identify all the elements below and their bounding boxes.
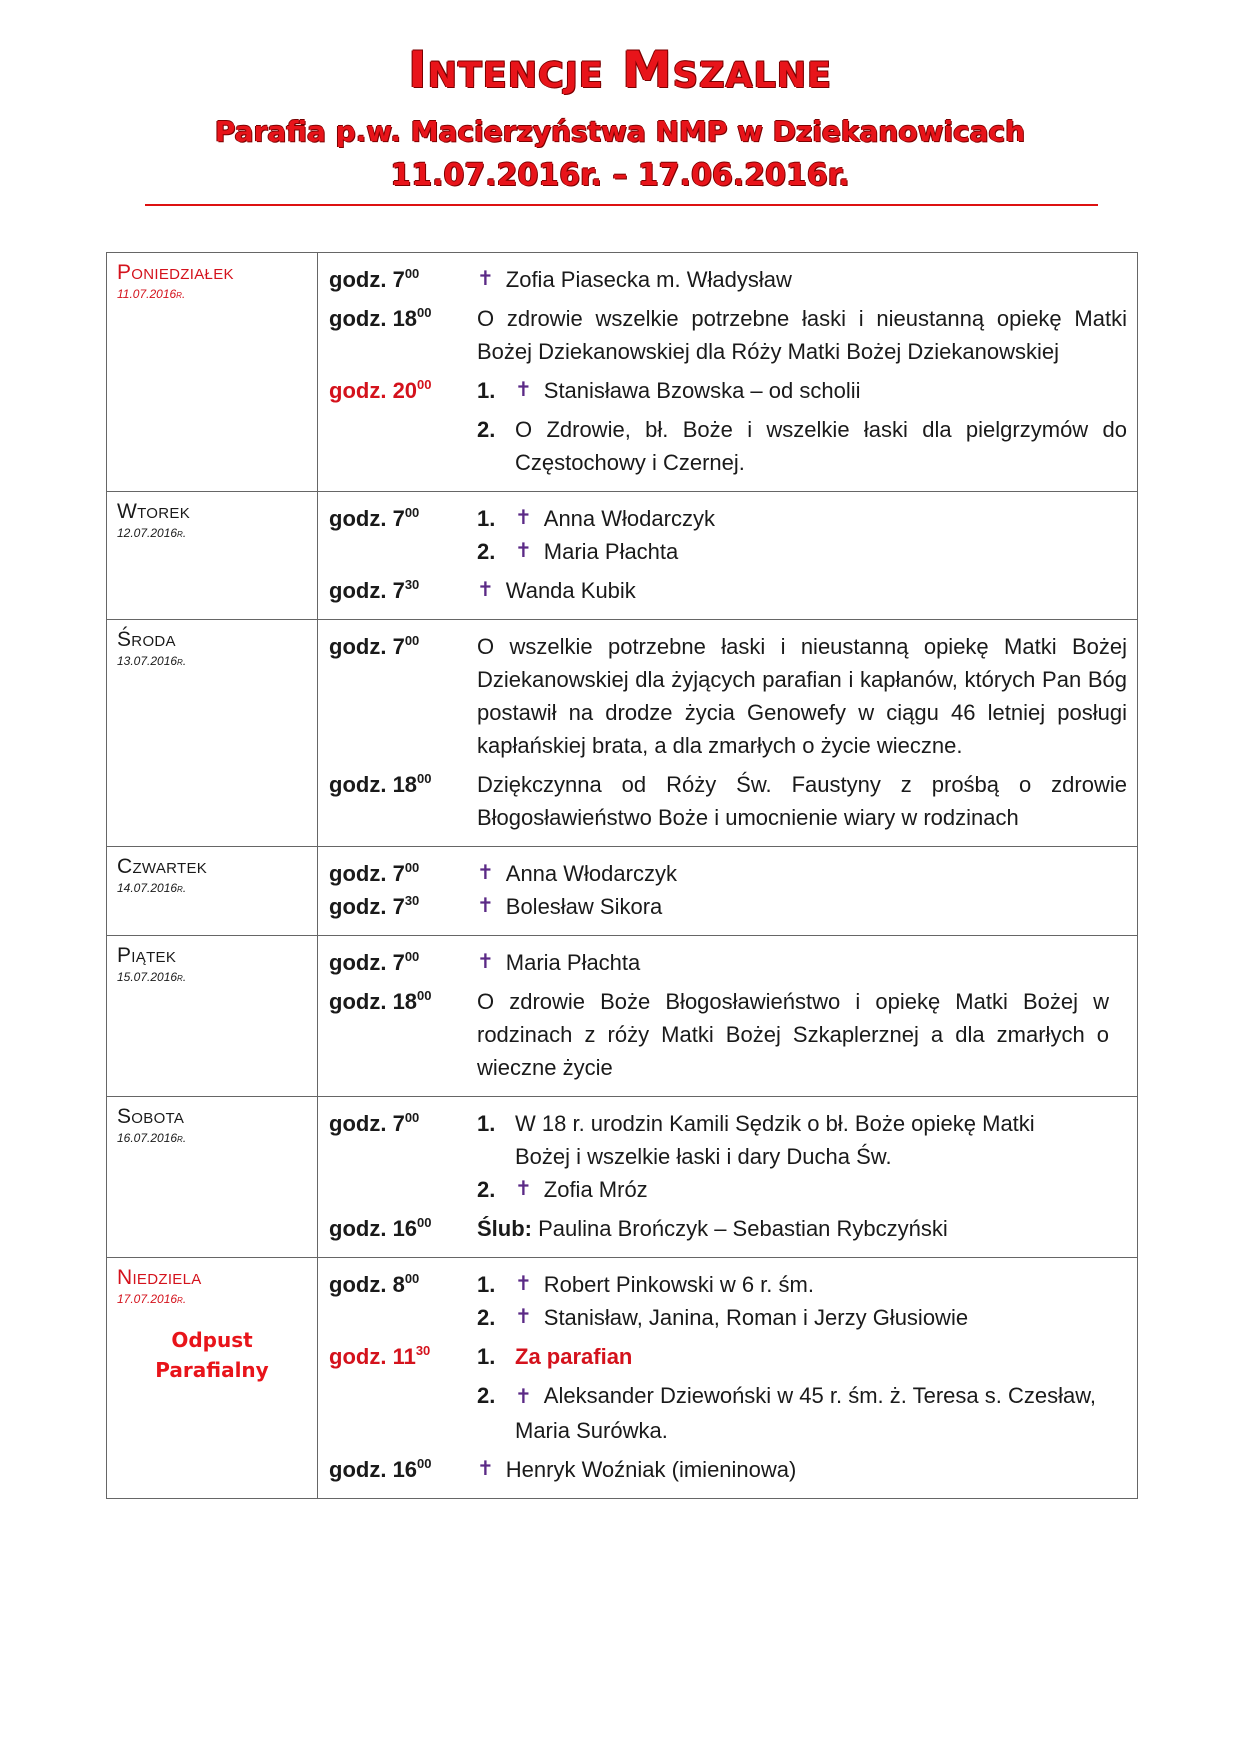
cross-icon: ✝ [477, 895, 494, 917]
day-name: Sobota [117, 1105, 185, 1128]
item-number: 1. [477, 506, 496, 531]
mass-time [329, 1107, 477, 1140]
day-row-thursday [107, 847, 1138, 936]
day-name: Piątek [117, 944, 177, 967]
item-number: 1. [477, 1272, 496, 1297]
intention [477, 1212, 1127, 1245]
mass-time [329, 302, 477, 335]
day-name: Wtorek [117, 500, 191, 523]
hour: 11 [392, 1344, 416, 1369]
day-row-sunday [107, 1258, 1138, 1499]
mass-time [329, 574, 477, 607]
mass-slot [329, 1453, 1127, 1486]
intention [477, 263, 1127, 296]
mass-slot [329, 630, 1127, 762]
minutes: 00 [417, 377, 432, 392]
hour: 18 [392, 306, 418, 331]
hour: 7 [392, 894, 405, 919]
mass-slot [329, 1107, 1127, 1206]
intention [477, 630, 1127, 762]
item-number: 2. [477, 1305, 496, 1330]
day-name: Czwartek [117, 855, 208, 878]
mass-slot [329, 1268, 1127, 1334]
hour-prefix: godz. [329, 267, 387, 292]
intention [477, 946, 1127, 979]
mass-list [318, 847, 1138, 936]
page-title: Intencje Mszalne [408, 41, 832, 99]
intention [477, 1340, 1127, 1373]
hour-prefix: godz. [329, 1457, 387, 1482]
mass-slot [329, 502, 1127, 568]
hour-prefix: godz. [329, 634, 387, 659]
hour: 16 [392, 1457, 418, 1482]
day-date: 12.07.2016r. [117, 526, 187, 540]
cross-icon: ✝ [477, 579, 494, 601]
cross-icon: ✝ [515, 1306, 532, 1328]
intention-text: Zofia Mróz [543, 1177, 648, 1202]
intention-text: Robert Pinkowski w 6 r. śm. [543, 1272, 814, 1297]
mass-slot [329, 374, 1127, 479]
intention [477, 374, 1127, 407]
intention [477, 985, 1109, 1084]
minutes: 30 [404, 893, 420, 908]
item-number: 2. [477, 417, 496, 442]
cross-icon: ✝ [515, 379, 532, 401]
mass-time [329, 263, 477, 296]
intention-text: Anna Włodarczyk [505, 861, 677, 886]
day-row-monday [107, 253, 1138, 492]
day-cell [107, 492, 318, 620]
hour-prefix: godz. [329, 1111, 387, 1136]
mass-time [329, 630, 477, 663]
intention [477, 574, 1127, 607]
intention-text: Wanda Kubik [505, 578, 636, 603]
day-name: Niedziela [117, 1266, 202, 1289]
hour-prefix: godz. [329, 506, 387, 531]
mass-list [318, 936, 1138, 1097]
mass-time [329, 502, 477, 535]
cross-icon: ✝ [477, 268, 494, 290]
intention-text: Henryk Woźniak (imieninowa) [505, 1457, 797, 1482]
intention-text: Maria Płachta [505, 950, 641, 975]
hour: 7 [392, 267, 405, 292]
intention [477, 413, 1127, 479]
hour: 7 [392, 634, 405, 659]
intention-text: O zdrowie Boże Błogosławieństwo i opiekę Matki Bożej w rodzinach z róży Matki Bożej Szkaplerznej a dla zmarłych o wieczne życie [477, 989, 1109, 1080]
day-date: 13.07.2016r. [117, 654, 187, 668]
intention [477, 302, 1127, 368]
intention [477, 1268, 1127, 1301]
intention-text: Za parafian [515, 1344, 633, 1369]
hour-prefix: godz. [329, 772, 387, 797]
intention [477, 890, 1127, 923]
mass-slot [329, 768, 1127, 834]
item-number: 2. [477, 1177, 496, 1202]
day-date: 15.07.2016r. [117, 970, 187, 984]
intention-text: O Zdrowie, bł. Boże i wszelkie łaski dla pielgrzymów do Częstochowy i Czernej. [515, 417, 1127, 475]
cross-icon: ✝ [515, 1273, 532, 1295]
hour: 8 [392, 1272, 405, 1297]
day-date: 14.07.2016r. [117, 881, 187, 895]
hour: 16 [392, 1216, 418, 1241]
mass-time [329, 857, 477, 890]
mass-time [329, 768, 477, 801]
intention [477, 1379, 1127, 1447]
mass-slot [329, 574, 1127, 607]
intention-text: W 18 r. urodzin Kamili Sędzik o bł. Boże opiekę Matki Bożej i wszelkie łaski i dary Ducha Św. [515, 1111, 1035, 1169]
cross-icon: ✝ [515, 540, 532, 562]
mass-slot [329, 946, 1127, 979]
hour: 18 [392, 772, 418, 797]
minutes: 00 [417, 1215, 432, 1230]
intention [477, 535, 1127, 568]
wedding-label: Ślub: [477, 1216, 532, 1241]
cross-icon: ✝ [477, 1458, 494, 1480]
day-cell [107, 253, 318, 492]
hour-prefix: godz. [329, 1216, 387, 1241]
intention-text: Aleksander Dziewoński w 45 r. śm. ż. Teresa s. Czesław, Maria Surówka. [515, 1383, 1097, 1443]
item-number: 2. [477, 1383, 496, 1408]
minutes: 00 [404, 633, 420, 648]
intention-text: Dziękczynna od Róży Św. Faustyny z prośbą o zdrowie Błogosławieństwo Boże i umocnienie wiary w rodzinach [477, 772, 1127, 830]
minutes: 00 [404, 949, 420, 964]
hour: 18 [392, 989, 418, 1014]
mass-list [318, 1258, 1138, 1499]
cross-icon: ✝ [515, 1386, 532, 1408]
day-cell [107, 847, 318, 936]
hour-prefix: godz. [329, 378, 387, 403]
mass-slot [329, 263, 1127, 296]
schedule-table [106, 252, 1138, 1499]
day-row-saturday [107, 1097, 1138, 1258]
mass-list [318, 620, 1138, 847]
day-row-tuesday [107, 492, 1138, 620]
intention [477, 1107, 1087, 1173]
minutes: 00 [404, 1110, 420, 1125]
mass-slot [329, 302, 1127, 368]
hour: 20 [392, 378, 418, 403]
mass-time [329, 374, 477, 407]
day-name: Środa [117, 628, 176, 651]
minutes: 00 [417, 988, 432, 1003]
minutes: 30 [415, 1343, 431, 1358]
intention-text: Stanisław, Janina, Roman i Jerzy Głusiowie [543, 1305, 969, 1330]
hour-prefix: godz. [329, 578, 387, 603]
day-cell [107, 1258, 318, 1499]
hour-prefix: godz. [329, 950, 387, 975]
page-header [0, 40, 1240, 196]
mass-slot [329, 890, 1127, 923]
mass-time [329, 946, 477, 979]
intention [477, 857, 1127, 890]
cross-icon: ✝ [477, 951, 494, 973]
mass-list [318, 253, 1138, 492]
day-date: 11.07.2016r. [117, 287, 186, 301]
intention-text: Stanisława Bzowska – od scholii [543, 378, 861, 403]
parish-subtitle: Parafia p.w. Macierzyństwa NMP w Dziekanowicach [214, 115, 1026, 148]
intention-text: Bolesław Sikora [505, 894, 663, 919]
mass-slot [329, 1212, 1127, 1245]
hour: 7 [392, 861, 405, 886]
day-row-friday [107, 936, 1138, 1097]
mass-time [329, 1268, 477, 1301]
day-cell [107, 620, 318, 847]
intention-text: Zofia Piasecka m. Władysław [505, 267, 792, 292]
intention [477, 502, 1127, 535]
minutes: 00 [404, 1271, 420, 1286]
day-cell [107, 1097, 318, 1258]
mass-list [318, 1097, 1138, 1258]
intention [477, 768, 1127, 834]
cross-icon: ✝ [515, 1178, 532, 1200]
hour-prefix: godz. [329, 861, 387, 886]
date-range: 11.07.2016r. – 17.06.2016r. [390, 158, 850, 193]
hour-prefix: godz. [329, 1344, 387, 1369]
mass-slot [329, 985, 1127, 1084]
hour: 7 [392, 506, 405, 531]
hour: 7 [392, 578, 405, 603]
day-name: Poniedziałek [117, 261, 234, 284]
minutes: 00 [417, 305, 432, 320]
intention-text: Maria Płachta [543, 539, 679, 564]
day-date: 17.07.2016r. [117, 1292, 187, 1306]
item-number: 1. [477, 1344, 496, 1369]
intention-text: O wszelkie potrzebne łaski i nieustanną opiekę Matki Bożej Dziekanowskiej dla żyjących parafian i kapłanów, których Pan Bóg postawił na drodze życia Genowefy w ciągu 46 letniej posługi kapłańskiej brata, a dla zmarłych o życie wieczne. [477, 634, 1127, 758]
minutes: 00 [404, 860, 420, 875]
minutes: 00 [404, 266, 420, 281]
mass-time [329, 1212, 477, 1245]
hour: 7 [392, 950, 405, 975]
intention [477, 1173, 1087, 1206]
intention-text: Paulina Brończyk – Sebastian Rybczyński [538, 1216, 948, 1241]
item-number: 1. [477, 1111, 496, 1136]
mass-time [329, 890, 477, 923]
intention [477, 1453, 1127, 1486]
hour-prefix: godz. [329, 989, 387, 1014]
mass-slot [329, 857, 1127, 890]
day-date: 16.07.2016r. [117, 1131, 187, 1145]
hour: 7 [392, 1111, 405, 1136]
cross-icon: ✝ [477, 862, 494, 884]
header-divider [145, 204, 1098, 206]
minutes: 00 [417, 1456, 432, 1471]
hour-prefix: godz. [329, 306, 387, 331]
mass-list [318, 492, 1138, 620]
item-number: 1. [477, 378, 496, 403]
minutes: 00 [404, 505, 420, 520]
feast-note: Odpust Parafialny [155, 1328, 269, 1382]
hour-prefix: godz. [329, 894, 387, 919]
mass-time [329, 1340, 477, 1373]
day-row-wednesday [107, 620, 1138, 847]
hour-prefix: godz. [329, 1272, 387, 1297]
day-cell [107, 936, 318, 1097]
intention-text: O zdrowie wszelkie potrzebne łaski i nieustanną opiekę Matki Bożej Dziekanowskiej dla Róży Matki Bożej Dziekanowskiej [477, 306, 1127, 364]
mass-time [329, 1453, 477, 1486]
mass-slot [329, 1340, 1127, 1447]
cross-icon: ✝ [515, 507, 532, 529]
minutes: 00 [417, 771, 432, 786]
item-number: 2. [477, 539, 496, 564]
minutes: 30 [404, 577, 420, 592]
mass-time [329, 985, 477, 1018]
intention [477, 1301, 1127, 1334]
intention-text: Anna Włodarczyk [543, 506, 715, 531]
